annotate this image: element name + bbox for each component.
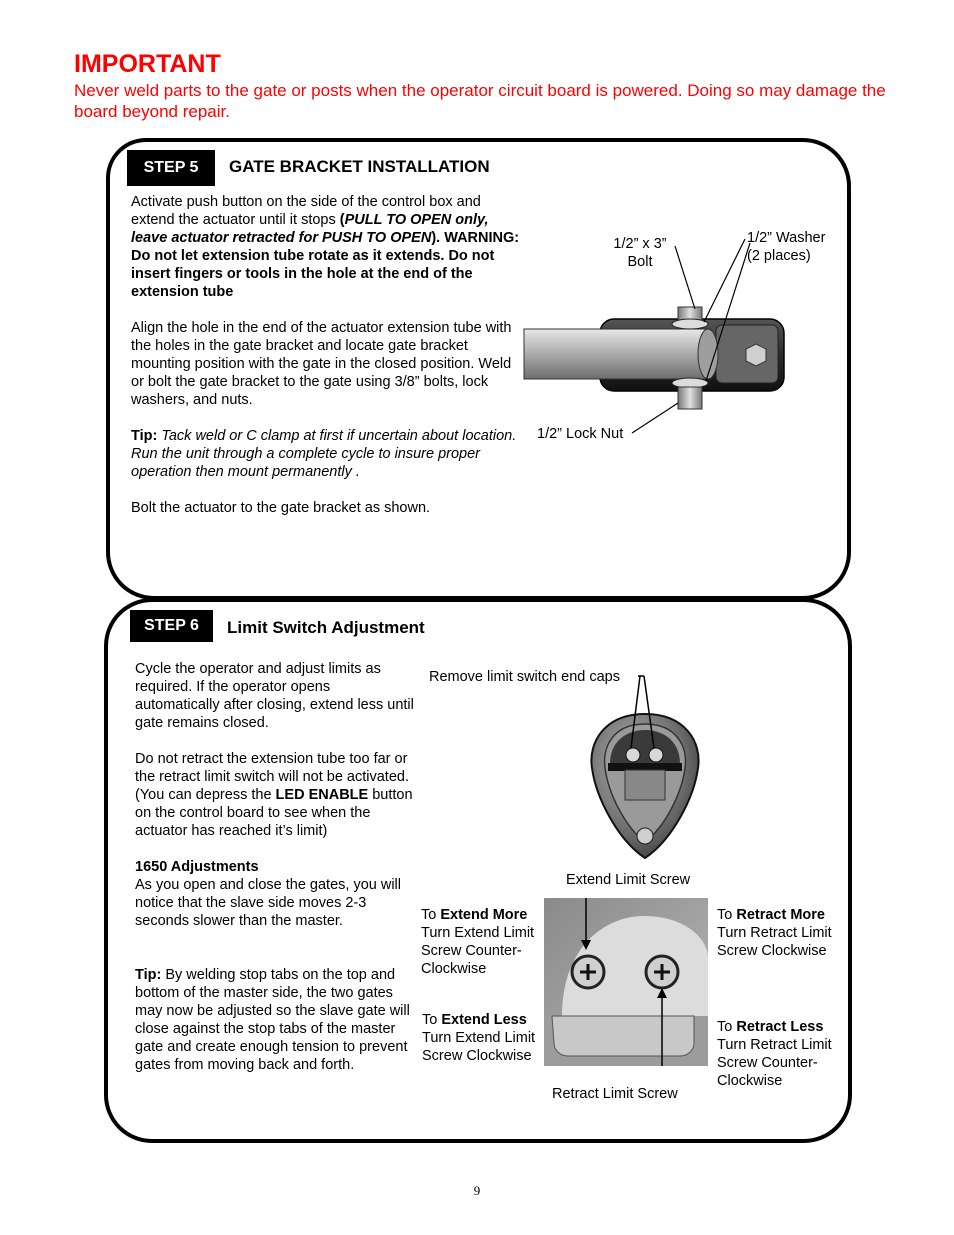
step5-p1-emphasis: PULL TO OPEN only, leave actuator retracted for PUSH TO OPEN xyxy=(131,212,489,246)
step5-paragraph-4: Bolt the actuator to the gate bracket as shown. xyxy=(131,500,431,516)
extend-more-instruction xyxy=(421,906,541,978)
step5-heading: GATE BRACKET INSTALLATION xyxy=(229,157,490,176)
retract-less-text: Turn Retract Limit Screw Counter-Clockwise xyxy=(717,1037,832,1089)
extend-less-text: Turn Extend Limit Screw Clockwise xyxy=(422,1030,536,1064)
label-bolt-line1: 1/2” x 3” xyxy=(613,236,667,252)
step5-tip-text: Tack weld or C clamp at first if uncertain about location. Run the unit through a complete cycle to insure proper operation then mount permanently . xyxy=(131,428,517,480)
page-number: 9 xyxy=(473,1183,481,1198)
step6-paragraph-1: Cycle the operator and adjust limits as required. If the operator opens automatically after closing, extend less until gate remains closed. xyxy=(135,661,414,731)
extend-less-instruction xyxy=(422,1011,540,1065)
extend-more-to: To xyxy=(421,907,441,923)
step6-badge: STEP 6 xyxy=(130,610,213,642)
retract-less-to: To xyxy=(717,1019,737,1035)
adjustments-section xyxy=(135,858,417,930)
label-remove-end-caps: Remove limit switch end caps xyxy=(429,669,620,685)
step5-instructions xyxy=(131,193,523,517)
label-washer-line1: 1/2” Washer xyxy=(747,230,826,246)
lock-nut xyxy=(678,387,702,409)
retract-more-instruction xyxy=(717,906,845,960)
label-lock-nut: 1/2” Lock Nut xyxy=(537,426,624,442)
retract-limit-screw xyxy=(646,956,678,988)
label-washer-line2: (2 places) xyxy=(747,248,811,264)
bracket-hex-nut xyxy=(746,344,766,366)
step5-tip xyxy=(131,427,523,481)
retract-less-instruction xyxy=(717,1018,845,1090)
top-washer xyxy=(672,319,708,329)
extend-less-label: Extend Less xyxy=(441,1012,527,1028)
retract-more-to: To xyxy=(717,907,737,923)
step6-p2-text: Do not retract the extension tube too far or the retract limit switch will not be activated. (You can depress the xyxy=(135,751,409,803)
step5-p1-paren-close: ). xyxy=(431,230,441,246)
step5-warning: WARNING: Do not let extension tube rotate as it extends. Do not insert fingers or tools in the hole at the end of the extension tube xyxy=(131,230,520,300)
step6-tip-label: Tip: xyxy=(135,967,162,983)
extend-less-to: To xyxy=(422,1012,442,1028)
step6-heading: Limit Switch Adjustment xyxy=(227,618,425,637)
label-washer xyxy=(747,229,825,265)
label-bolt-line2: Bolt xyxy=(627,254,653,270)
retract-more-text: Turn Retract Limit Screw Clockwise xyxy=(717,925,832,959)
extend-more-text: Turn Extend Limit Screw Counter-Clockwise xyxy=(421,925,535,977)
retract-less-label: Retract Less xyxy=(736,1019,824,1035)
step5-p1-text: Activate push button on the side of the control box and extend the actuator until it stops xyxy=(131,194,481,228)
limit-screw-closeup xyxy=(544,898,708,1066)
step5-p1-paren-open: ( xyxy=(339,212,345,228)
step5-paragraph-1 xyxy=(131,193,523,301)
important-title: IMPORTANT xyxy=(74,50,221,78)
retract-more-label: Retract More xyxy=(736,907,825,923)
step5-tip-label: Tip: xyxy=(131,428,158,444)
led-enable-label: LED ENABLE xyxy=(275,787,369,803)
step6-tip-text: By welding stop tabs on the top and bottom of the master side, the two gates may now be adjusted so the slave gate will close against the stop tabs of the master gate and create enough tension to prevent gates from moving back and forth. xyxy=(135,967,410,1073)
extend-more-label: Extend More xyxy=(440,907,528,923)
cap-screw-left xyxy=(626,748,640,762)
label-extend-limit-screw: Extend Limit Screw xyxy=(566,872,691,888)
step6-instructions xyxy=(135,660,417,1074)
step6-paragraph-2 xyxy=(135,750,417,840)
important-warning-text: Never weld parts to the gate or posts when the operator circuit board is powered. Doing so may damage the board beyond repair. xyxy=(74,81,886,121)
cap-screw-right xyxy=(649,748,663,762)
step5-badge: STEP 5 xyxy=(127,150,215,186)
step6-p2-text-end: button on the control board to see when the actuator has reached it’s limit) xyxy=(135,787,413,839)
label-bolt xyxy=(600,235,680,271)
extend-limit-screw xyxy=(572,956,604,988)
step6-tip xyxy=(135,966,417,1074)
limit-switch-end-cap-diagram xyxy=(580,670,710,865)
extension-tube xyxy=(524,329,710,379)
step5-paragraph-2: Align the hole in the end of the actuator extension tube with the holes in the gate bracket and locate gate bracket mounting position with the gate in the closed position. Weld or bolt the gate bracket to the gate using 3/8” bolts, lock washers, and nuts. xyxy=(131,320,512,408)
adjustments-text: As you open and close the gates, you will notice that the slave side moves 2-3 seconds slower than the master. xyxy=(135,877,401,929)
adjustments-heading: 1650 Adjustments xyxy=(135,859,259,875)
label-retract-limit-screw: Retract Limit Screw xyxy=(552,1086,678,1102)
